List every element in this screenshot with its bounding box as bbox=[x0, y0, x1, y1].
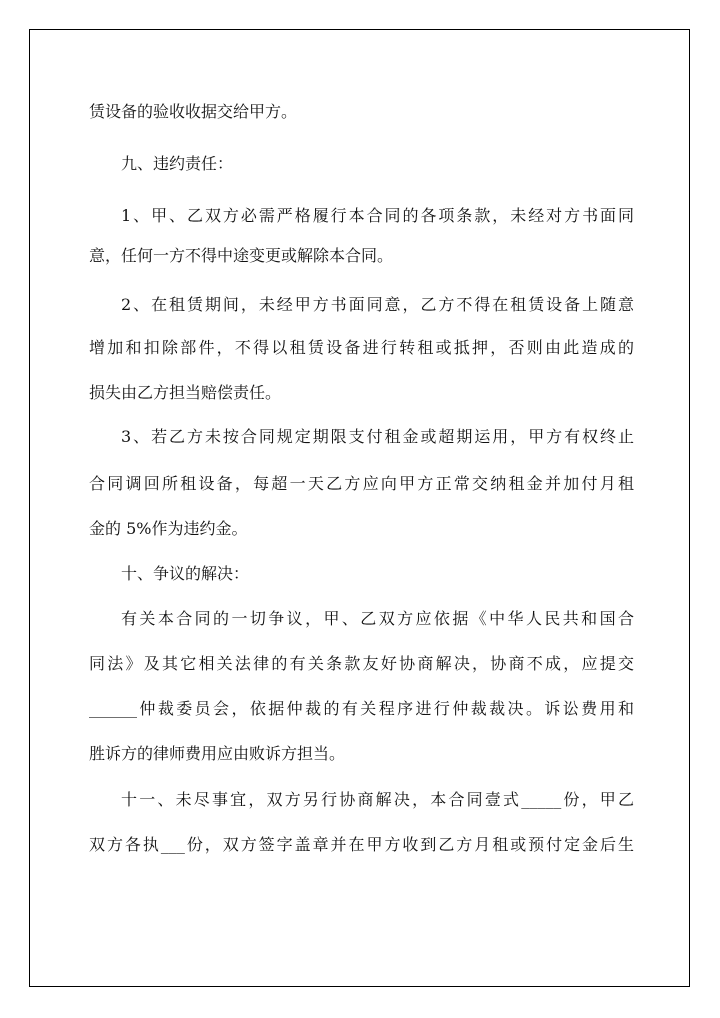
text-line-15: 胜诉方的律师费用应由败诉方担当。 bbox=[89, 744, 346, 763]
text-line-12: 有关本合同的一切争议，甲、乙双方应依据《中华人民共和国合 bbox=[121, 609, 634, 628]
text-line-7: 损失由乙方担当赔偿责任。 bbox=[89, 383, 282, 402]
document-page bbox=[29, 29, 690, 987]
text-line-5: 2、在租赁期间，未经甲方书面同意，乙方不得在租赁设备上随意 bbox=[121, 295, 634, 314]
text-line-4: 意，任何一方不得中途变更或解除本合同。 bbox=[89, 246, 394, 265]
text-line-16: 十一、未尽事宜，双方另行协商解决，本合同壹式_____份，甲乙 bbox=[121, 790, 634, 809]
text-line-1: 赁设备的验收收据交给甲方。 bbox=[89, 102, 298, 121]
text-line-9: 合同调回所租设备，每超一天乙方应向甲方正常交纳租金并加付月租 bbox=[89, 474, 634, 493]
text-line-8: 3、若乙方未按合同规定期限支付租金或超期运用，甲方有权终止 bbox=[121, 427, 634, 446]
text-line-17: 双方各执___份，双方签字盖章并在甲方收到乙方月租或预付定金后生 bbox=[89, 835, 634, 854]
text-line-6: 增加和扣除部件，不得以租赁设备进行转租或抵押，否则由此造成的 bbox=[89, 338, 634, 357]
section-heading-dispute: 十、争议的解决： bbox=[121, 564, 250, 583]
section-heading-breach: 九、违约责任： bbox=[121, 154, 234, 173]
text-line-13: 同法》及其它相关法律的有关条款友好协商解决，协商不成，应提交 bbox=[89, 654, 634, 673]
text-line-10: 金的 5%作为违约金。 bbox=[89, 519, 248, 538]
text-line-3: 1、甲、乙双方必需严格履行本合同的各项条款，未经对方书面同 bbox=[121, 206, 634, 225]
text-line-14: ______仲裁委员会，依据仲裁的有关程序进行仲裁裁决。诉讼费用和 bbox=[89, 699, 634, 718]
